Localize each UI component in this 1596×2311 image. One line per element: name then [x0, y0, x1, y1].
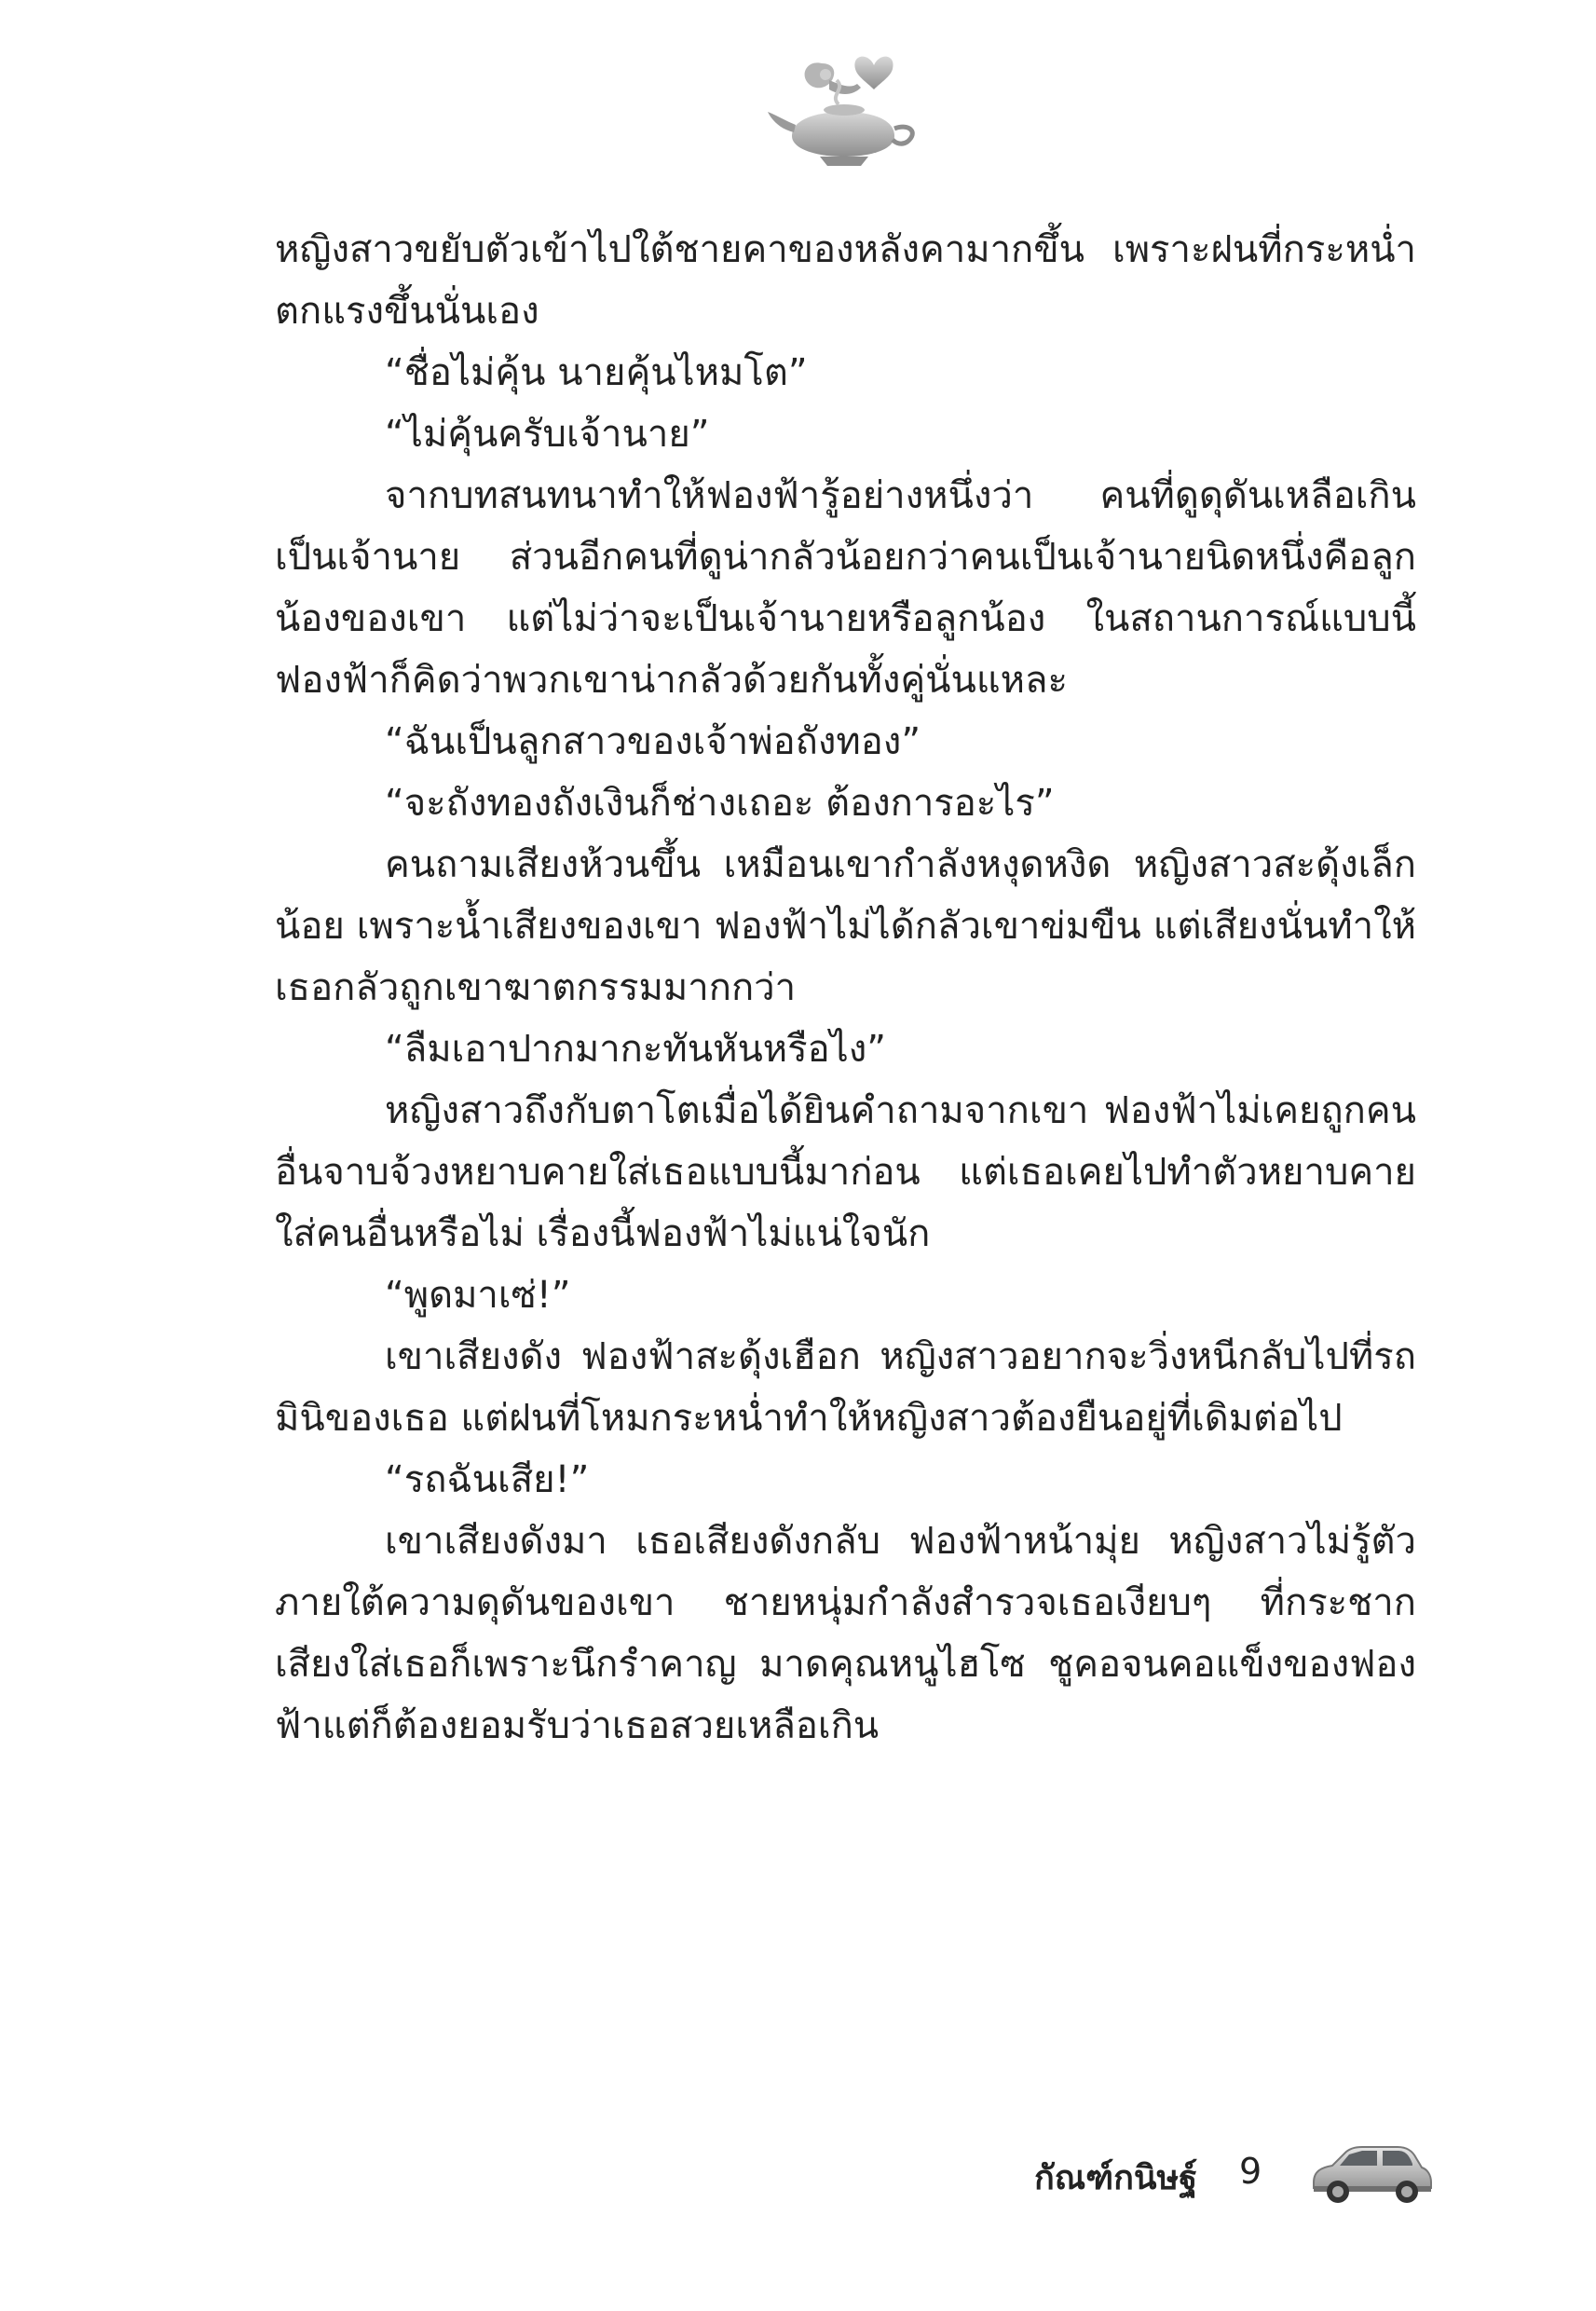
paragraph: “ฉันเป็นลูกสาวของเจ้าพ่อถังทอง” [385, 720, 921, 763]
paragraph: “ไม่คุ้นครับเจ้านาย” [385, 413, 710, 456]
cupid-teapot-ornament-icon [764, 47, 922, 177]
paragraph: หญิงสาวถึงกับตาโตเมื่อได้ยินคำถามจากเขา ฟองฟ้าไม่เคยถูกคนอื่นจาบจ้วงหยาบคายใส่เธอแบบนี้มาก่อน แต่เธอเคยไปทำตัวหยาบคายใส่คนอื่นหรือไม่ เรื่องนี้ฟองฟ้าไม่แน่ใจนัก [275, 1089, 1416, 1255]
paragraph: เขาเสียงดังมา เธอเสียงดังกลับ ฟองฟ้าหน้ามุ่ย หญิงสาวไม่รู้ตัวภายใต้ความดุดันของเขา ชายหนุ่มกำลังสำรวจเธอเงียบๆ ที่กระชากเสียงใส่เธอก็เพราะนึกรำคาญ มาดคุณหนูไฮโซ ชูคอจนคอแข็งของฟองฟ้าแต่ก็ต้องยอมรับว่าเธอสวยเหลือเกิน [275, 1520, 1416, 1747]
paragraph: “ลืมเอาปากมากะทันหันหรือไง” [385, 1028, 887, 1071]
paragraph: หญิงสาวขยับตัวเข้าไปใต้ชายคาของหลังคามากขึ้น เพราะฝนที่กระหน่ำตกแรงขึ้นนั่นเอง [275, 228, 1416, 333]
paragraph: “รถฉันเสีย!” [385, 1458, 590, 1501]
paragraph: จากบทสนทนาทำให้ฟองฟ้ารู้อย่างหนึ่งว่า คนที่ดูดุดันเหลือเกินเป็นเจ้านาย ส่วนอีกคนที่ดูน่ากลัวน้อยกว่าคนเป็นเจ้านายนิดหนึ่งคือลูกน้องของเขา แต่ไม่ว่าจะเป็นเจ้านายหรือลูกน้อง ในสถานการณ์แบบนี้ ฟองฟ้าก็คิดว่าพวกเขาน่ากลัวด้วยกันทั้งคู่นั่นแหละ [275, 474, 1416, 702]
page-footer [1006, 2134, 1444, 2218]
paragraph: “จะถังทองถังเงินก็ช่างเถอะ ต้องการอะไร” [385, 782, 1055, 825]
author-name: กัณฑ์กนิษฐ์ [1034, 2159, 1198, 2197]
paragraph: เขาเสียงดัง ฟองฟ้าสะดุ้งเฮือก หญิงสาวอยากจะวิ่งหนีกลับไปที่รถมินิของเธอ แต่ฝนที่โหมกระหน่ำทำให้หญิงสาวต้องยืนอยู่ที่เดิมต่อไป [275, 1335, 1416, 1440]
body-text [275, 219, 1416, 1757]
mini-car-icon [1304, 2134, 1435, 2208]
paragraph: “พูดมาเซ่!” [385, 1274, 571, 1317]
page-number: 9 [1239, 2151, 1262, 2192]
paragraph: คนถามเสียงห้วนขึ้น เหมือนเขากำลังหงุดหงิด หญิงสาวสะดุ้งเล็กน้อย เพราะน้ำเสียงของเขา ฟองฟ้าไม่ได้กลัวเขาข่มขืน แต่เสียงนั่นทำให้เธอกลัวถูกเขาฆาตกรรมมากกว่า [275, 843, 1416, 1009]
paragraph: “ชื่อไม่คุ้น นายคุ้นไหมโต” [385, 351, 808, 394]
